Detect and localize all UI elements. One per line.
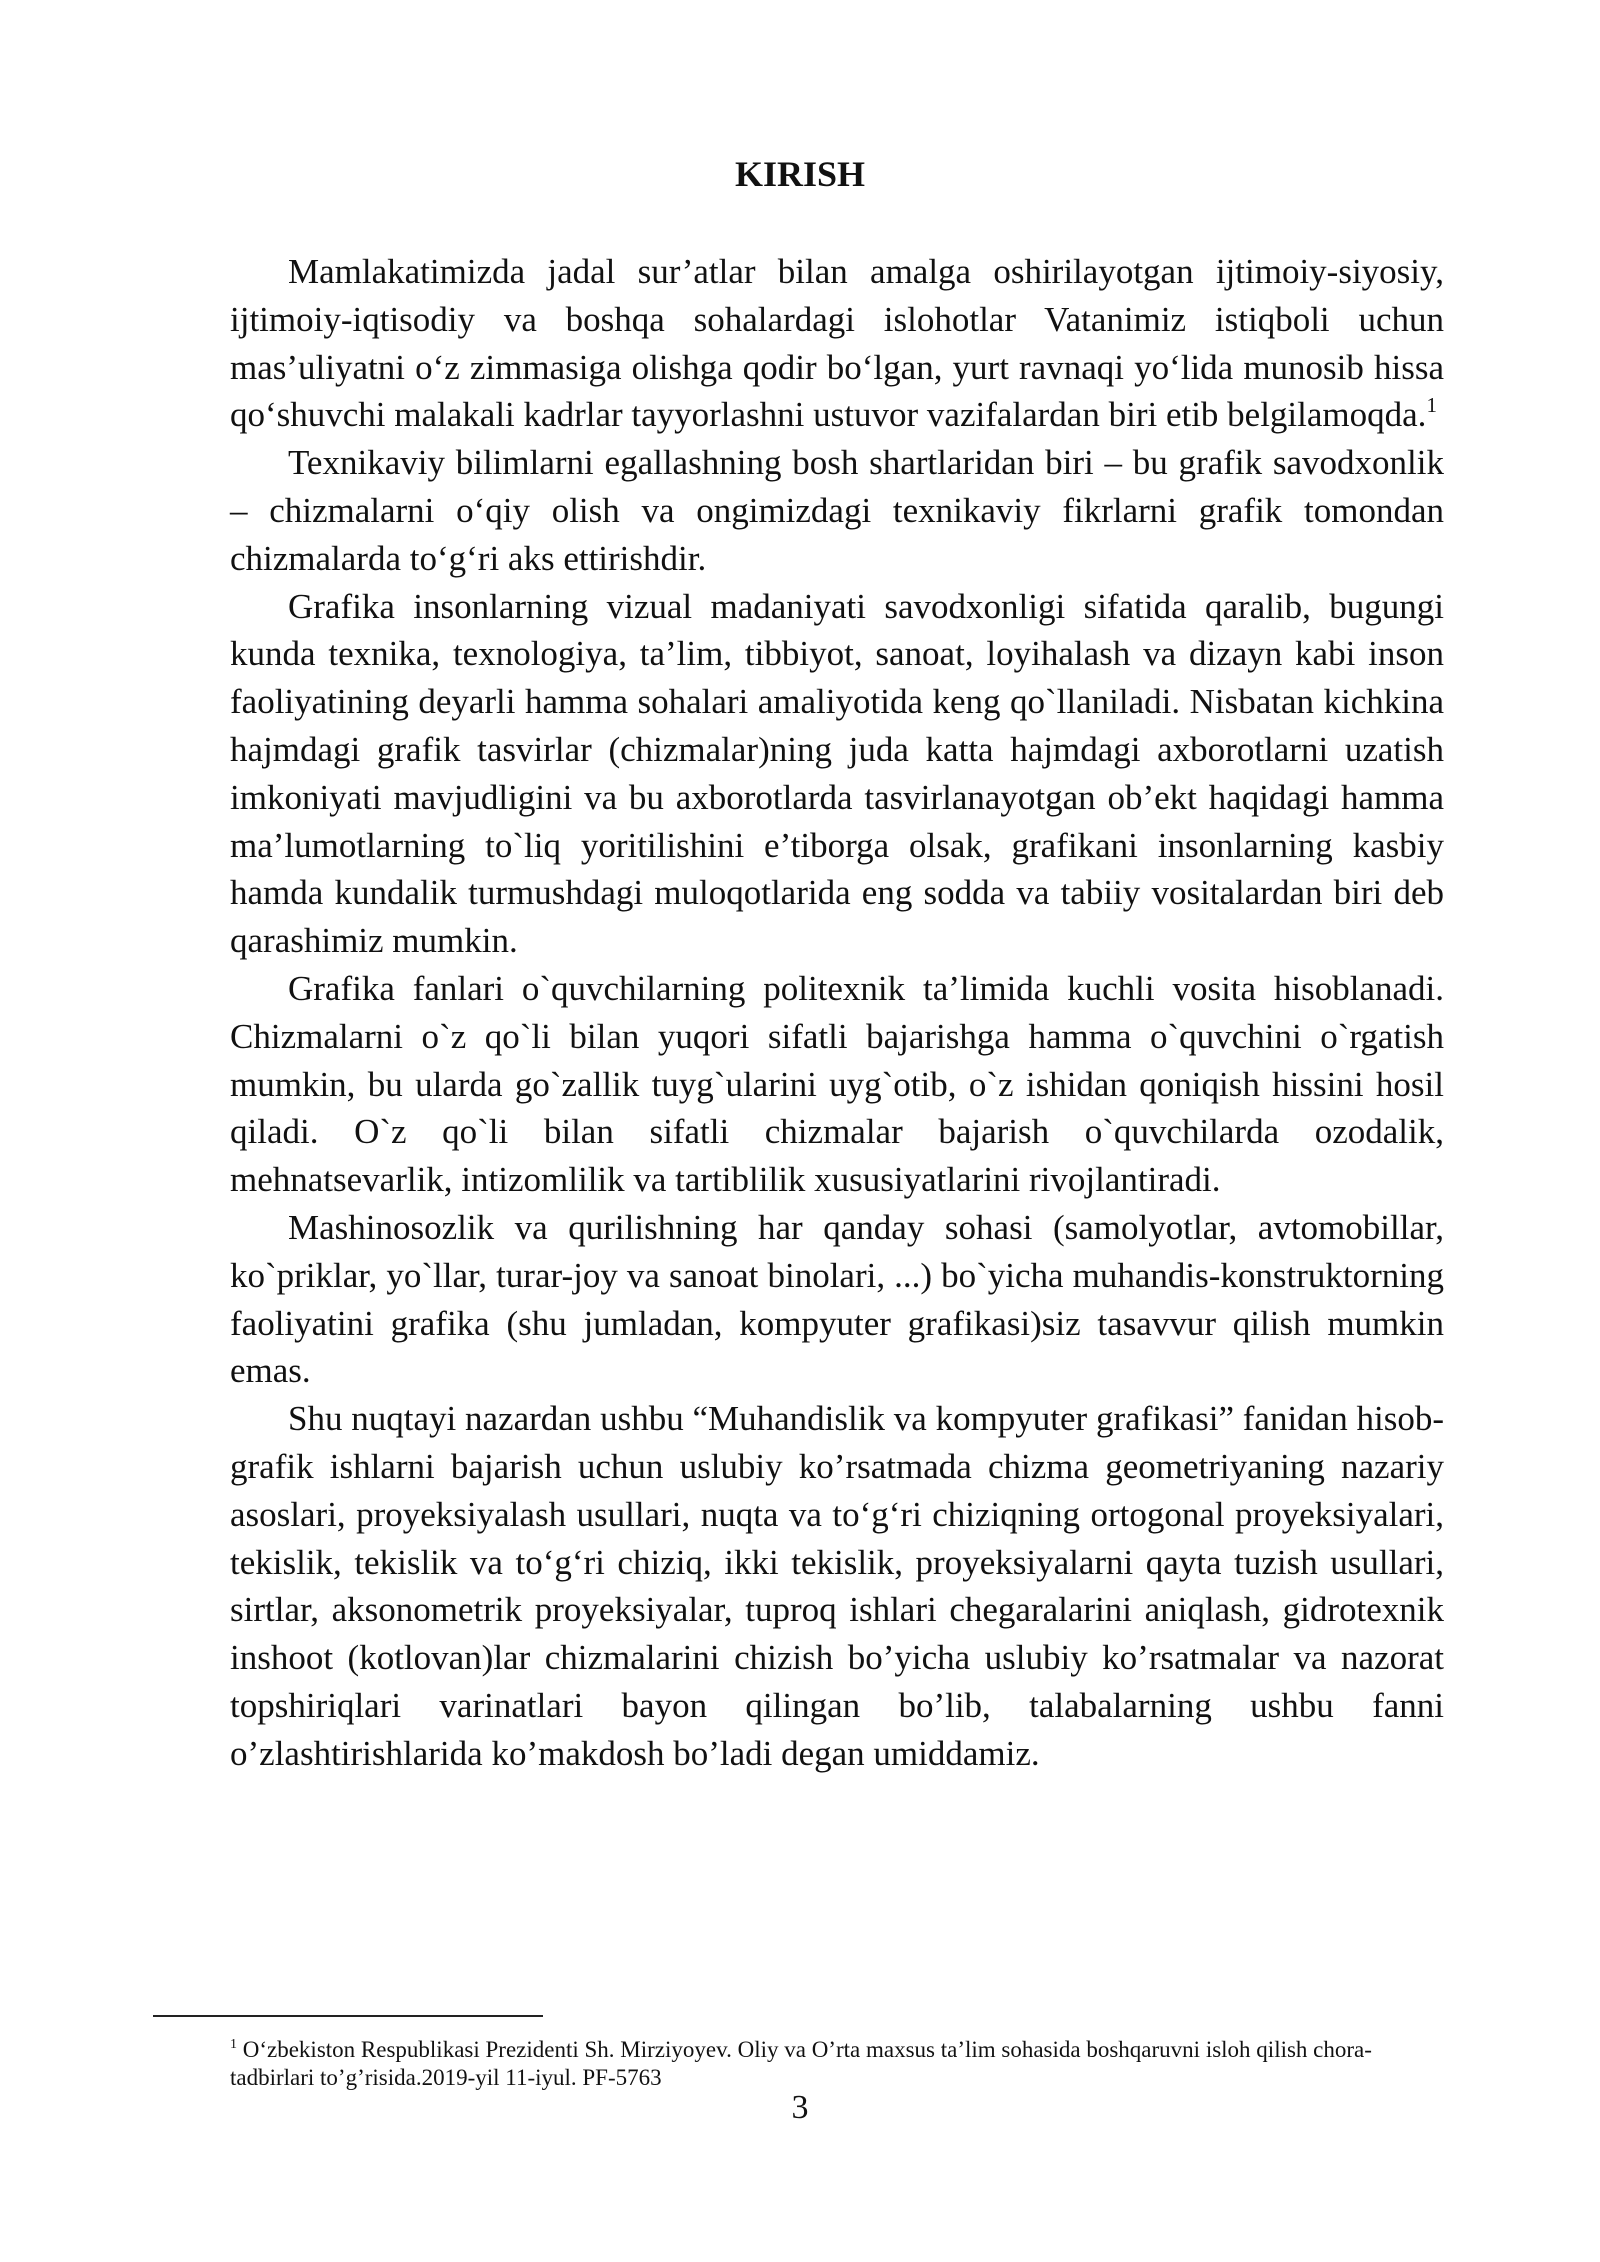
body-text: [230, 248, 1444, 1778]
section-heading: KIRISH: [734, 154, 866, 194]
footnote-text: O‘zbekiston Respublikasi Prezidenti Sh. Mirziyoyev. Oliy va O’rta maxsus ta’lim sohasida boshqaruvni isloh qilish chora-tadbirlari to’g’risida.2019-yil 11-iyul. PF-5763: [230, 2037, 1372, 2090]
paragraph-3: Grafika insonlarning vizual madaniyati savodxonligi sifatida qaralib, bugungi kunda texnika, texnologiya, ta’lim, tibbiyot, sanoat, loyihalash va dizayn kabi inson faoliyatining deyarli hamma sohalari amaliyotida keng qo`llaniladi. Nisbatan kichkina hajmdagi grafik tasvirlar (chizmalar)ning juda katta hajmdagi axborotlarni uzatish imkoniyati mavjudligini va bu axborotlarda tasvirlanayotgan ob’ekt haqidagi hamma ma’lumotlarning to`liq yoritilishini e’tiborga olsak, grafikani insonlarning kasbiy hamda kundalik turmushdagi muloqotlarida eng sodda va tabiiy vositalardan biri deb qarashimiz mumkin.: [230, 586, 1444, 961]
paragraph-2: Texnikaviy bilimlarni egallashning bosh shartlaridan biri – bu grafik savodxonlik – chizmalarni o‘qiy olish va ongimizdagi texnikaviy fikrlarni grafik tomondan chizmalarda to‘g‘ri aks ettirishdir.: [230, 443, 1444, 578]
page-number: 3: [791, 2089, 809, 2126]
paragraph-5: Mashinosozlik va qurilishning har qanday sohasi (samolyotlar, avtomobillar, ko`priklar, yo`llar, turar-joy va sanoat binolari, ...) bo`yicha muhandis-konstruktorning faoliyatini grafika (shu jumladan, kompyuter grafikasi)siz tasavvur qilish mumkin emas.: [230, 1207, 1444, 1391]
paragraph-6: Shu nuqtayi nazardan ushbu “Muhandislik va kompyuter grafikasi” fanidan hisob-grafik ishlarni bajarish uchun uslubiy ko’rsatmada chizma geometriyaning nazariy asoslari, proyeksiyalash usullari, nuqta va to‘g‘ri chiziqning ortogonal proyeksiyalari, tekislik, tekislik va to‘g‘ri chiziq, ikki tekislik, proyeksiyalarni qayta tuzish usullari, sirtlar, aksonometrik proyeksiyalar, tuproq ishlari chegaralarini aniqlash, gidrotexnik inshoot (kotlovan)lar chizmalarini chizish bo’yicha uslubiy ko’rsatmalar va nazorat topshiriqlari varinatlari bayon qilingan bo’lib, talabalarning ushbu fanni o’zlashtirishlarida ko’makdosh bo’ladi degan umiddamiz.: [230, 1399, 1444, 1773]
footnote: [230, 2036, 1410, 2092]
footnote-reference: 1: [1426, 393, 1437, 418]
paragraph-1-text: Mamlakatimizda jadal sur’atlar bilan amalga oshirilayotgan ijtimoiy-siyosiy, ijtimoiy-iqtisodiy va boshqa sohalardagi islohotlar Vatanimiz istiqboli uchun mas’uliyatni o‘z zimmasiga olishga qodir bo‘lgan, yurt ravnaqi yo‘lida munosib hissa qo‘shuvchi malakali kadrlar tayyorlashni ustuvor vazifalardan biri etib belgilamoqda.: [230, 252, 1444, 435]
footnote-marker: 1: [230, 2037, 237, 2052]
footnote-divider: [153, 2015, 543, 2017]
paragraph-1: [230, 248, 1444, 439]
paragraph-4: Grafika fanlari o`quvchilarning politexnik ta’limida kuchli vosita hisoblanadi. Chizmalarni o`z qo`li bilan yuqori sifatli bajarishga hamma o`quvchini o`rgatish mumkin, bu ularda go`zallik tuyg`ularini uyg`otib, o`z ishidan qoniqish hissini hosil qiladi. O`z qo`li bilan sifatli chizmalar bajarish o`quvchilarda ozodalik, mehnatsevarlik, intizomlilik va tartiblilik xususiyatlarini rivojlantiradi.: [230, 968, 1444, 1200]
